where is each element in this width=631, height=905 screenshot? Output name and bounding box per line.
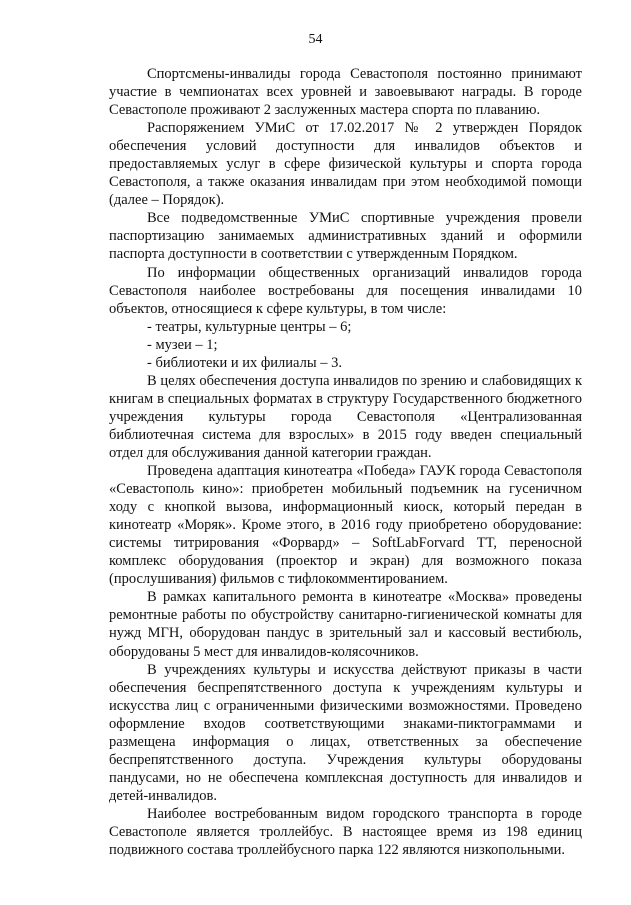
paragraph-cinema-pobeda: Проведена адаптация кинотеатра «Победа» ГАУК города Севастополя «Севастополь кино»: приобретен мобильный подъемник на гусеничном ходу с кнопкой вызова, информационный киоск, который передан в кинотеатр «Моряк». Кроме этого, в 2016 году приобретено оборудование: системы титрирования «Форвард» – SoftLabForvard TT, переносной комплекс оборудования (проектор и экран) для возможного показа (прослушивания) фильмов с тифлокомментированием.	[109, 463, 582, 588]
paragraph-trolleybus: Наиболее востребованным видом городского транспорта в городе Севастополе является троллейбус. В настоящее время из 198 единиц подвижного состава троллейбусного парка 122 являются низкопольными.	[109, 805, 582, 859]
paragraph-culture-institutions: В учреждениях культуры и искусства действуют приказы в части обеспечения беспрепятственного доступа к учреждениям культуры и искусства лиц с ограниченными физическими возможностями. Проведено оформление входов соответствующими знаками-пиктограммами и размещена информация о лицах, ответственных за обеспечение беспрепятственного доступа. Учреждения культуры оборудованы пандусами, но не обеспечена комплексная доступность для инвалидов и детей-инвалидов.	[109, 661, 582, 804]
page-number: 54	[308, 32, 323, 47]
list-item-libraries: - библиотеки и их филиалы – 3.	[147, 354, 342, 371]
paragraph-passportization: Все подведомственные УМиС спортивные учреждения провели паспортизацию занимаемых административных зданий и оформили паспорта доступности в соответствии с утвержденным Порядком.	[109, 210, 582, 263]
list-item-museums: - музеи – 1;	[147, 336, 218, 353]
paragraph-order-umis: Распоряжением УМиС от 17.02.2017 № 2 утвержден Порядок обеспечения условий доступности для инвалидов объектов и предоставляемых услуг в сфере физической культуры и спорта города Севастополя, а также оказания инвалидам при этом необходимой помощи (далее – Порядок).	[109, 120, 582, 209]
paragraph-cinema-moskva: В рамках капитального ремонта в кинотеатре «Москва» проведены ремонтные работы по обустройству санитарно-гигиенической комнаты для нужд МГН, оборудован пандус в зрительный зал и кассовый вестибюль, оборудованы 5 мест для инвалидов-колясочников.	[109, 589, 582, 660]
paragraph-popular-objects: По информации общественных организаций инвалидов города Севастополя наиболее востребованы для посещения инвалидами 10 объектов, относящиеся к сфере культуры, в том числе:	[109, 264, 582, 317]
paragraph-athletes: Спортсмены-инвалиды города Севастополя постоянно принимают участие в чемпионатах всех уровней и завоевывают награды. В городе Севастополе проживают 2 заслуженных мастера спорта по плаванию.	[109, 66, 582, 119]
document-body	[109, 65, 582, 859]
list-item-theatres: - театры, культурные центры – 6;	[147, 318, 352, 335]
paragraph-library-department: В целях обеспечения доступа инвалидов по зрению и слабовидящих к книгам в специальных форматах в структуру Государственного бюджетного учреждения культуры города Севастополя «Централизованная библиотечная система для взрослых» в 2015 году введен специальный отдел для обслуживания данной категории граждан.	[109, 372, 582, 461]
